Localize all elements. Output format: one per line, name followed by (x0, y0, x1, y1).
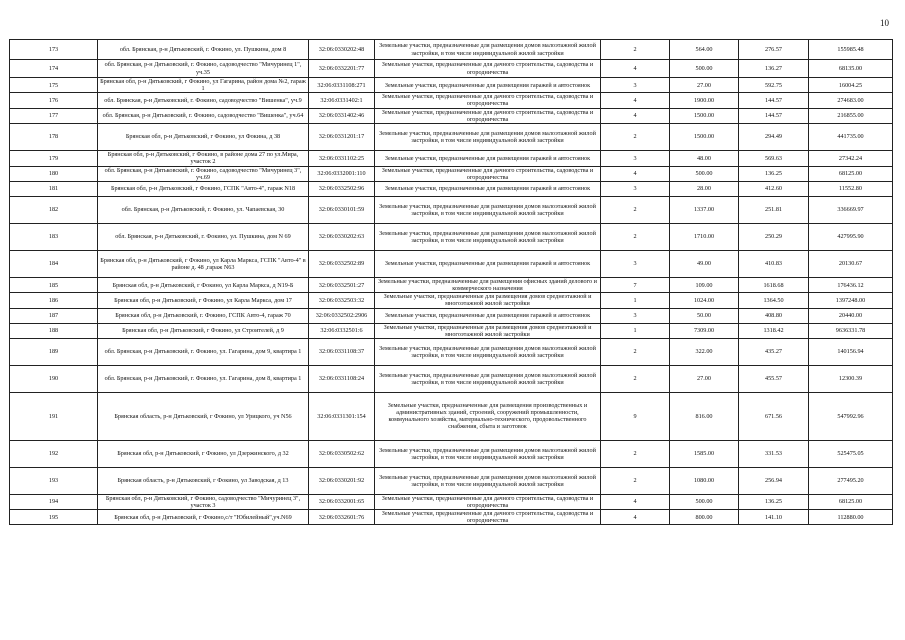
group-cell: 1 (601, 293, 670, 308)
page-number: 10 (880, 18, 889, 28)
row-number: 192 (10, 440, 98, 467)
area-cell: 27.00 (670, 365, 739, 392)
address-cell: обл. Брянская, р-н Дятьковский, г. Фокино, ул. Гагарина, дом 9, квартира 1 (98, 338, 309, 365)
specific-value-cell: 294.49 (739, 123, 809, 150)
cadastral-value-cell: 68125.00 (809, 494, 893, 509)
address-cell: обл. Брянская, р-н Дятьковский, г. Фокино, садоводчество "Вишенка", уч.64 (98, 108, 309, 123)
cadastral-number-cell: 32:06:0330202:63 (309, 224, 375, 251)
group-cell: 4 (601, 93, 670, 108)
specific-value-cell: 1364.50 (739, 293, 809, 308)
row-number: 177 (10, 108, 98, 123)
land-purpose-cell: Земельные участки, предназначенные для дачного строительства, садоводства и огородничества (375, 510, 601, 525)
land-purpose-cell: Земельные участки, предназначенные для размещения домов малоэтажной жилой застройки, в том числе индивидуальной жилой застройки (375, 440, 601, 467)
area-cell: 1080.00 (670, 467, 739, 494)
cadastral-value-cell: 155985.48 (809, 40, 893, 60)
row-number: 191 (10, 392, 98, 440)
table-row (10, 123, 893, 150)
cadastral-number-cell: 32:06:0332502:2906 (309, 308, 375, 323)
row-number: 195 (10, 510, 98, 525)
table-row (10, 510, 893, 525)
area-cell: 564.00 (670, 40, 739, 60)
address-cell: обл. Брянская, р-н Дятьковский, г. Фокино, ул. Гагарина, дом 8, квартира 1 (98, 365, 309, 392)
cadastral-number-cell: 32:06:0332501:6 (309, 323, 375, 338)
specific-value-cell: 331.53 (739, 440, 809, 467)
specific-value-cell: 408.80 (739, 308, 809, 323)
specific-value-cell: 592.75 (739, 78, 809, 93)
land-purpose-cell: Земельные участки, предназначенные для размещения офисных зданий делового и коммерческого назначения (375, 278, 601, 293)
group-cell: 2 (601, 224, 670, 251)
cadastral-number-cell: 32:06:0331108:37 (309, 338, 375, 365)
specific-value-cell: 136.25 (739, 494, 809, 509)
row-number: 193 (10, 467, 98, 494)
cadastral-value-table (9, 39, 893, 525)
area-cell: 1500.00 (670, 123, 739, 150)
table-row (10, 78, 893, 93)
group-cell: 3 (601, 78, 670, 93)
cadastral-value-cell: 216855.00 (809, 108, 893, 123)
land-purpose-cell: Земельные участки, предназначенные для размещения домов малоэтажной жилой застройки, в том числе индивидуальной жилой застройки (375, 467, 601, 494)
land-purpose-cell: Земельные участки, предназначенные для размещения гаражей и автостоянок (375, 150, 601, 166)
group-cell: 3 (601, 150, 670, 166)
specific-value-cell: 1618.68 (739, 278, 809, 293)
land-purpose-cell: Земельные участки, предназначенные для дачного строительства, садоводства и огородничества (375, 108, 601, 123)
group-cell: 2 (601, 338, 670, 365)
table-row (10, 392, 893, 440)
address-cell: обл. Брянская, р-н Дятьковский, г. Фокино, ул. Пушкина, дом N 69 (98, 224, 309, 251)
row-number: 184 (10, 251, 98, 278)
land-purpose-cell: Земельные участки, предназначенные для размещения гаражей и автостоянок (375, 78, 601, 93)
area-cell: 109.00 (670, 278, 739, 293)
group-cell: 4 (601, 108, 670, 123)
land-purpose-cell: Земельные участки, предназначенные для дачного строительства, садоводства и огородничества (375, 60, 601, 78)
row-number: 187 (10, 308, 98, 323)
area-cell: 1900.00 (670, 93, 739, 108)
group-cell: 2 (601, 197, 670, 224)
address-cell: Брянская обл, р-н Дятьковский, г Фокино, ул Фокина, д 38 (98, 123, 309, 150)
row-number: 183 (10, 224, 98, 251)
group-cell: 7 (601, 278, 670, 293)
row-number: 189 (10, 338, 98, 365)
row-number: 194 (10, 494, 98, 509)
table-row (10, 308, 893, 323)
table-row (10, 278, 893, 293)
group-cell: 2 (601, 40, 670, 60)
table-row (10, 293, 893, 308)
address-cell: обл. Брянская, р-н Дятьковский, г. Фокино, садоводчество "Мичуринец 1", уч.35 (98, 60, 309, 78)
specific-value-cell: 141.10 (739, 510, 809, 525)
row-number: 173 (10, 40, 98, 60)
row-number: 181 (10, 182, 98, 197)
row-number: 179 (10, 150, 98, 166)
row-number: 174 (10, 60, 98, 78)
cadastral-value-cell: 427995.90 (809, 224, 893, 251)
table-row (10, 197, 893, 224)
address-cell: Брянская обл, р-н Дятьковский, г Фокино, в районе дома 27 по ул.Мира, участок 2 (98, 150, 309, 166)
area-cell: 28.00 (670, 182, 739, 197)
land-purpose-cell: Земельные участки, предназначенные для дачного строительства, садоводства и огородничества (375, 166, 601, 181)
land-purpose-cell: Земельные участки, предназначенные для размещения гаражей и автостоянок (375, 182, 601, 197)
address-cell: Брянская обл, р-н Дятьковский, г Фокино, ул Гагарина, район дома №2, гараж 1 (98, 78, 309, 93)
row-number: 178 (10, 123, 98, 150)
area-cell: 1024.00 (670, 293, 739, 308)
address-cell: обл. Брянская, р-н Дятьковский, г. Фокино, ул. Чапаевская, 30 (98, 197, 309, 224)
table-row (10, 467, 893, 494)
land-purpose-cell: Земельные участки, предназначенные для размещения домов малоэтажной жилой застройки, в том числе индивидуальной жилой застройки (375, 123, 601, 150)
area-cell: 1710.00 (670, 224, 739, 251)
land-purpose-cell: Земельные участки, предназначенные для размещения гаражей и автостоянок (375, 251, 601, 278)
cadastral-number-cell: 32:06:0330201:92 (309, 467, 375, 494)
cadastral-number-cell: 32:06:0331102:25 (309, 150, 375, 166)
cadastral-number-cell: 32:06:0331402:46 (309, 108, 375, 123)
specific-value-cell: 144.57 (739, 93, 809, 108)
cadastral-value-cell: 11552.80 (809, 182, 893, 197)
cadastral-value-cell: 274683.00 (809, 93, 893, 108)
land-purpose-cell: Земельные участки, предназначенные для размещения производственных и административных зданий, строений, сооружений промышленности, коммунального хозяйства, материально-технического, продовольственного снабжения, сбыта и заготовок (375, 392, 601, 440)
group-cell: 4 (601, 510, 670, 525)
land-purpose-cell: Земельные участки, предназначенные для размещения домов малоэтажной жилой застройки, в том числе индивидуальной жилой застройки (375, 197, 601, 224)
cadastral-number-cell: 32:06:0331108:271 (309, 78, 375, 93)
group-cell: 3 (601, 251, 670, 278)
cadastral-number-cell: 32:06:0332501:27 (309, 278, 375, 293)
cadastral-number-cell: 32:06:0332201:77 (309, 60, 375, 78)
land-purpose-cell: Земельные участки, предназначенные для размещения домов среднеэтажной и многоэтажной жилой застройки (375, 323, 601, 338)
cadastral-value-cell: 277495.20 (809, 467, 893, 494)
group-cell: 4 (601, 166, 670, 181)
specific-value-cell: 569.63 (739, 150, 809, 166)
cadastral-number-cell: 32:06:0331402:1 (309, 93, 375, 108)
cadastral-number-cell: 32:06:0332001:65 (309, 494, 375, 509)
cadastral-number-cell: 32:06:0332601:76 (309, 510, 375, 525)
land-purpose-cell: Земельные участки, предназначенные для размещения домов среднеэтажной и многоэтажной жилой застройки (375, 293, 601, 308)
land-purpose-cell: Земельные участки, предназначенные для размещения гаражей и автостоянок (375, 308, 601, 323)
cadastral-number-cell: 32:06:0331201:17 (309, 123, 375, 150)
cadastral-value-cell: 68125.00 (809, 166, 893, 181)
area-cell: 7309.00 (670, 323, 739, 338)
table-row (10, 323, 893, 338)
address-cell: обл. Брянская, р-н Дятьковский, г. Фокино, ул. Пушкина, дом 8 (98, 40, 309, 60)
area-cell: 500.00 (670, 494, 739, 509)
row-number: 182 (10, 197, 98, 224)
group-cell: 2 (601, 467, 670, 494)
specific-value-cell: 256.94 (739, 467, 809, 494)
address-cell: Брянская обл, р-н Дятьковский, г Фокино, садоводчество "Мичуринец 3", участок 3 (98, 494, 309, 509)
address-cell: Брянская обл, р-н Дятьковский, г Фокино, ГСПК "Авто-4", гараж N18 (98, 182, 309, 197)
cadastral-number-cell: 32:06:0330101:59 (309, 197, 375, 224)
group-cell: 3 (601, 182, 670, 197)
specific-value-cell: 136.25 (739, 166, 809, 181)
cadastral-number-cell: 32:06:0331301:154 (309, 392, 375, 440)
cadastral-value-cell: 20130.67 (809, 251, 893, 278)
area-cell: 48.00 (670, 150, 739, 166)
area-cell: 816.00 (670, 392, 739, 440)
table-row (10, 251, 893, 278)
land-purpose-cell: Земельные участки, предназначенные для размещения домов малоэтажной жилой застройки, в том числе индивидуальной жилой застройки (375, 40, 601, 60)
cadastral-number-cell: 32:06:0332503:32 (309, 293, 375, 308)
address-cell: Брянская обл, р-н Дятьковский, г Фокино, ул Карла Маркса, д N19-Б (98, 278, 309, 293)
area-cell: 27.00 (670, 78, 739, 93)
land-purpose-cell: Земельные участки, предназначенные для дачного строительства, садоводства и огородничества (375, 93, 601, 108)
table-row (10, 40, 893, 60)
group-cell: 3 (601, 308, 670, 323)
specific-value-cell: 412.60 (739, 182, 809, 197)
cadastral-value-cell: 16004.25 (809, 78, 893, 93)
land-purpose-cell: Земельные участки, предназначенные для размещения домов малоэтажной жилой застройки, в том числе индивидуальной жилой застройки (375, 338, 601, 365)
table-row (10, 60, 893, 78)
land-purpose-cell: Земельные участки, предназначенные для размещения домов малоэтажной жилой застройки, в том числе индивидуальной жилой застройки (375, 224, 601, 251)
group-cell: 2 (601, 123, 670, 150)
address-cell: Брянская обл, р-н Дятьковский, г Фокино, ул Строителей, д 9 (98, 323, 309, 338)
address-cell: Брянская обл, р-н Дятьковский, г Фокино, ул Дзержинского, д 32 (98, 440, 309, 467)
address-cell: Брянская обл, р-н Дятьковский, г Фокино, ул Карла Маркса, ГСПК "Авто-4" в районе д. 48 ,гараж N63 (98, 251, 309, 278)
group-cell: 4 (601, 60, 670, 78)
cadastral-value-cell: 1397248.00 (809, 293, 893, 308)
cadastral-value-cell: 140156.94 (809, 338, 893, 365)
table-row (10, 224, 893, 251)
area-cell: 49.00 (670, 251, 739, 278)
table-row (10, 494, 893, 509)
specific-value-cell: 435.27 (739, 338, 809, 365)
cadastral-value-cell: 112880.00 (809, 510, 893, 525)
specific-value-cell: 410.83 (739, 251, 809, 278)
group-cell: 1 (601, 323, 670, 338)
area-cell: 500.00 (670, 166, 739, 181)
table-row (10, 338, 893, 365)
land-purpose-cell: Земельные участки, предназначенные для дачного строительства, садоводства и огородничества (375, 494, 601, 509)
table-row (10, 93, 893, 108)
specific-value-cell: 144.57 (739, 108, 809, 123)
row-number: 188 (10, 323, 98, 338)
cadastral-value-cell: 68135.00 (809, 60, 893, 78)
address-cell: обл. Брянская, р-н Дятьковский, г. Фокино, садоводчество "Мичуринец 3", уч.69 (98, 166, 309, 181)
table-row (10, 150, 893, 166)
cadastral-value-cell: 27342.24 (809, 150, 893, 166)
specific-value-cell: 276.57 (739, 40, 809, 60)
specific-value-cell: 136.27 (739, 60, 809, 78)
specific-value-cell: 1318.42 (739, 323, 809, 338)
row-number: 186 (10, 293, 98, 308)
row-number: 175 (10, 78, 98, 93)
area-cell: 50.00 (670, 308, 739, 323)
area-cell: 1500.00 (670, 108, 739, 123)
table-row (10, 108, 893, 123)
row-number: 190 (10, 365, 98, 392)
specific-value-cell: 251.81 (739, 197, 809, 224)
address-cell: Брянская область, р-н Дятьковский, г Фокино, ул Заводская, д 13 (98, 467, 309, 494)
area-cell: 500.00 (670, 60, 739, 78)
group-cell: 4 (601, 494, 670, 509)
table-row (10, 365, 893, 392)
specific-value-cell: 250.29 (739, 224, 809, 251)
row-number: 180 (10, 166, 98, 181)
cadastral-value-cell: 547992.96 (809, 392, 893, 440)
group-cell: 2 (601, 365, 670, 392)
address-cell: Брянская обл, р-н Дятьковский, г Фокино, ул Карла Маркса, дом 17 (98, 293, 309, 308)
cadastral-value-cell: 525475.05 (809, 440, 893, 467)
group-cell: 2 (601, 440, 670, 467)
group-cell: 9 (601, 392, 670, 440)
cadastral-value-cell: 336669.97 (809, 197, 893, 224)
cadastral-number-cell: 32:06:0332502:96 (309, 182, 375, 197)
area-cell: 1585.00 (670, 440, 739, 467)
cadastral-value-cell: 9636331.78 (809, 323, 893, 338)
specific-value-cell: 455.57 (739, 365, 809, 392)
area-cell: 1337.00 (670, 197, 739, 224)
cadastral-value-cell: 441735.00 (809, 123, 893, 150)
specific-value-cell: 671.56 (739, 392, 809, 440)
land-purpose-cell: Земельные участки, предназначенные для размещения домов малоэтажной жилой застройки, в том числе индивидуальной жилой застройки (375, 365, 601, 392)
address-cell: Брянская область, р-н Дятьковский, г Фокино, ул Урицкого, уч N56 (98, 392, 309, 440)
cadastral-value-cell: 20440.00 (809, 308, 893, 323)
area-cell: 800.00 (670, 510, 739, 525)
cadastral-value-cell: 12300.39 (809, 365, 893, 392)
table-row (10, 440, 893, 467)
address-cell: обл. Брянская, р-н Дятьковский, г. Фокино, садоводчество "Вишенка", уч.9 (98, 93, 309, 108)
area-cell: 322.00 (670, 338, 739, 365)
cadastral-number-cell: 32:06:0331108:24 (309, 365, 375, 392)
table-row (10, 166, 893, 181)
address-cell: Брянская обл, р-н Дятьковский, г Фокино,с/т "Юбилейный",уч.N69 (98, 510, 309, 525)
address-cell: Брянская обл, р-н Дятьковский, г. Фокино, ГСПК Авто-4, гараж 70 (98, 308, 309, 323)
row-number: 185 (10, 278, 98, 293)
cadastral-number-cell: 32:06:0332502:89 (309, 251, 375, 278)
row-number: 176 (10, 93, 98, 108)
cadastral-number-cell: 32:06:0332001:110 (309, 166, 375, 181)
cadastral-number-cell: 32:06:0330202:48 (309, 40, 375, 60)
cadastral-value-cell: 176436.12 (809, 278, 893, 293)
cadastral-number-cell: 32:06:0330502:62 (309, 440, 375, 467)
table-row (10, 182, 893, 197)
